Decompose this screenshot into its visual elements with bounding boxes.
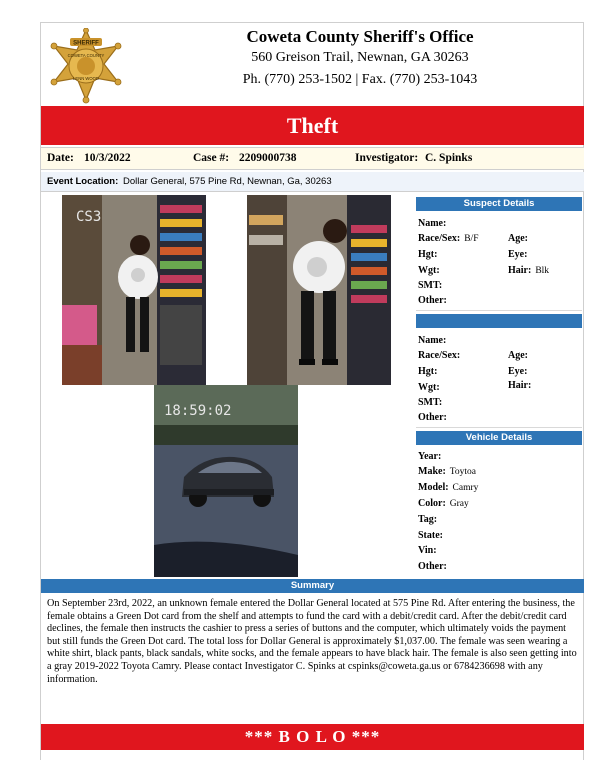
suspect1-race-sex-label: Race/Sex: [418,233,461,244]
suspect1-age-field [508,233,528,244]
suspect1-hair-field [508,265,549,276]
camera-overlay-1: CS3 [76,209,102,225]
case-label: Case #: [193,152,230,164]
suspect2-eye-label: Eye: [508,366,528,377]
vehicle-model-field [418,482,478,493]
suspect1-race-sex-value: B/F [464,234,479,244]
vehicle-vin-field [418,545,437,556]
vehicle-make-label: Make: [418,466,446,477]
suspect2-age-label: Age: [508,350,528,361]
date-label: Date: [47,152,74,164]
suspect1-other-field [418,295,447,306]
suspect1-smt-field [418,280,442,291]
suspect2-hair-label: Hair: [508,380,532,391]
vehicle-state-label: State: [418,530,443,541]
suspect1-hgt-field [418,249,437,260]
vehicle-photo [154,385,298,577]
badge-top-text: SHERIFF [73,40,99,47]
suspect2-heading [416,314,582,328]
suspect-details-heading: Suspect Details [416,197,582,211]
event-location-value: Dollar General, 575 Pine Rd, Newnan, Ga, 30263 [123,176,332,187]
camera-overlay-3: 18:59:02 [164,403,232,419]
event-location-label: Event Location: [47,176,119,187]
badge-ring-text: COWETA COUNTY [67,53,105,58]
suspect1-smt-label: SMT: [418,280,443,291]
suspect2-smt-label: SMT: [418,397,443,408]
bolo-banner: *** B O L O *** [41,724,584,750]
suspect1-race-sex-field [418,233,478,244]
suspect2-race-sex-field [418,350,460,361]
suspect2-wgt-label: Wgt: [418,382,440,393]
agency-name: Coweta County Sheriff's Office [246,27,474,46]
vehicle-model-value: Camry [452,483,479,493]
suspect1-eye-field [508,249,527,260]
suspect1-name-field [418,218,446,229]
suspect1-wgt-label: Wgt: [418,265,440,276]
agency-phone-fax: Ph. (770) 253-1502 | Fax. (770) 253-1043 [242,72,478,87]
suspect2-eye-field [508,366,527,377]
suspect-photo-2 [247,195,391,385]
suspect1-other-label: Other: [418,295,447,306]
suspect1-hair-value: Blk [535,266,550,276]
suspect2-other-label: Other: [418,412,447,423]
vehicle-vin-label: Vin: [418,545,437,556]
date-value: 10/3/2022 [84,152,131,164]
suspect1-eye-label: Eye: [508,249,528,260]
suspect2-hgt-label: Hgt: [418,366,438,377]
incident-type-banner: Theft [41,106,584,145]
vehicle-state-field [418,530,443,541]
suspect-details-panel-1 [416,197,582,311]
vehicle-other-label: Other: [418,561,447,572]
suspect-photo-1 [62,195,206,385]
suspect1-hair-label: Hair: [508,265,532,276]
agency-address: 560 Greison Trail, Newnan, GA 30263 [251,50,469,65]
suspect2-name-label: Name: [418,335,447,346]
vehicle-tag-field [418,514,437,525]
badge-bottom-text: LENN WOOD [73,76,99,81]
suspect1-name-label: Name: [418,218,447,229]
vehicle-tag-label: Tag: [418,514,438,525]
sheriff-badge-icon [46,28,126,104]
event-location-bar [41,172,584,192]
suspect1-hgt-label: Hgt: [418,249,438,260]
suspect2-age-field [508,350,528,361]
suspect2-race-sex-label: Race/Sex: [418,350,461,361]
investigator-value: C. Spinks [425,152,473,164]
vehicle-color-label: Color: [418,498,446,509]
suspect-details-panel-2 [416,314,582,428]
summary-text: On September 23rd, 2022, an unknown female entered the Dollar General located at 575 Pine Rd. After entering the business, the female obtains a Green Dot card from the shelf and attempts to fund the card with a debit/credit card. After the debit/credit card declines, the female then instructs the cashier to press a series of buttons and the computer, which ultimately voids the payment but still funds the Green Dot card. The total loss for Dollar General is approximately $1,037.00. The female was seen wearing a white shirt, black pants, black sandals, white socks, and the female appears to have black hair. The female is also seen getting into a gray 2019-2022 Toyota Camry. Please contact Investigator C. Spinks at cspinks@coweta.ga.us or 6784236698 with any information. [47,598,577,685]
suspect2-smt-field [418,397,442,408]
vehicle-make-field [418,466,476,477]
investigator-label: Investigator: [355,152,419,164]
suspect1-age-label: Age: [508,233,528,244]
vehicle-color-field [418,498,469,509]
summary-heading: Summary [41,579,584,593]
vehicle-year-label: Year: [418,451,442,462]
suspect1-wgt-field [418,265,440,276]
case-info-bar [41,147,584,170]
vehicle-color-value: Gray [449,499,469,509]
vehicle-details-heading: Vehicle Details [416,431,582,445]
suspect2-hair-field [508,380,531,391]
case-value: 2209000738 [239,152,297,164]
vehicle-model-label: Model: [418,482,449,493]
vehicle-other-field [418,561,447,572]
vehicle-year-field [418,451,441,462]
suspect2-hgt-field [418,366,437,377]
suspect2-name-field [418,335,446,346]
vehicle-make-value: Toytoa [449,467,477,477]
suspect2-wgt-field [418,382,440,393]
suspect2-other-field [418,412,447,423]
